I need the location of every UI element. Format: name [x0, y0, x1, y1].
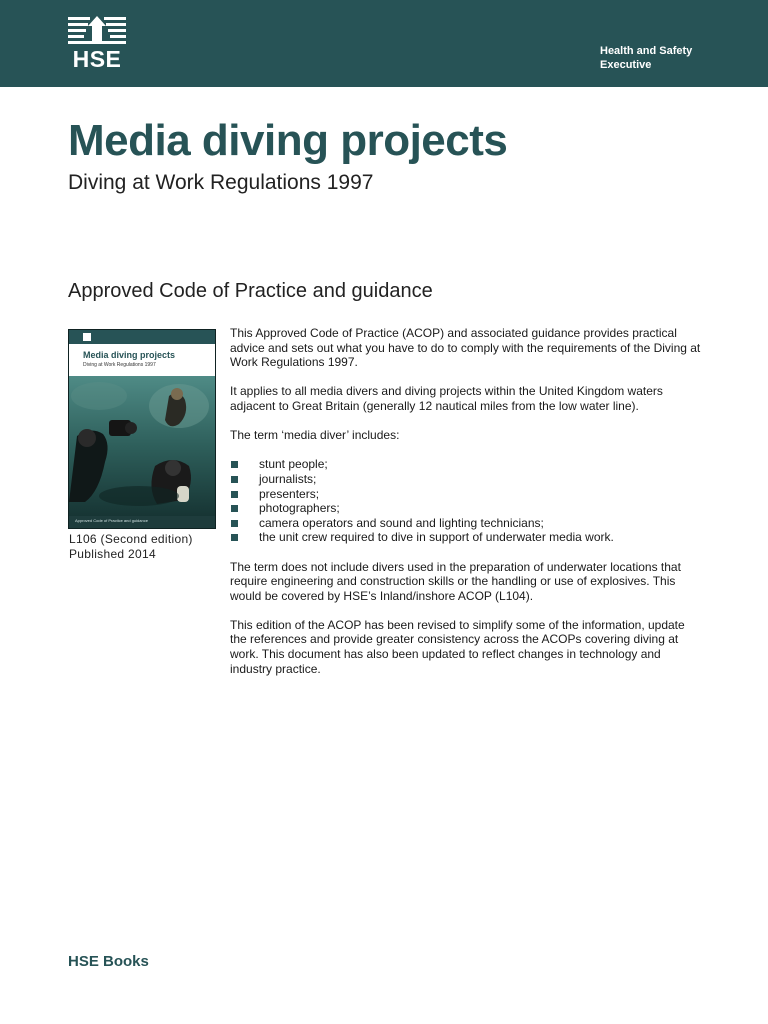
cover-subtitle: Diving at Work Regulations 1997	[83, 362, 156, 368]
list-item	[230, 501, 702, 516]
list-item	[230, 472, 702, 487]
cover-title: Media diving projects	[83, 350, 176, 360]
bullet-square-icon	[231, 505, 238, 512]
bullet-square-icon	[231, 461, 238, 468]
bullet-square-icon	[231, 534, 238, 541]
document-title: Media diving projects	[68, 116, 508, 165]
organisation-name-line1: Health and Safety	[600, 45, 693, 57]
media-diver-list	[230, 457, 702, 545]
header-bar	[0, 0, 768, 87]
list-item-text: photographers;	[259, 501, 340, 516]
section-heading: Approved Code of Practice and guidance	[68, 280, 433, 302]
organisation-name-line2: Executive	[600, 59, 652, 71]
paragraph-exclusion: The term does not include divers used in the preparation of underwater locations that require engineering and construction skills or the handling or use of explosives. This would be covered by HSE’s Inland/inshore ACOP (L104).	[230, 559, 681, 603]
cover-footer-text: Approved Code of Practice and guidance	[75, 518, 148, 523]
hse-logo-text: HSE	[72, 46, 122, 72]
bullet-square-icon	[231, 476, 238, 483]
paragraph-definition: The term ‘media diver’ includes:	[230, 428, 400, 443]
paragraph-revision: This edition of the ACOP has been revised to simplify some of the information, update the references and provide greater consistency across the ACOPs covering diving at work. This document has also been updated to reflect changes in technology and industry practice.	[230, 617, 685, 676]
document-subtitle: Diving at Work Regulations 1997	[68, 171, 374, 194]
list-item-text: stunt people;	[259, 457, 328, 472]
list-item-text: presenters;	[259, 486, 320, 501]
bullet-square-icon	[231, 520, 238, 527]
bullet-square-icon	[231, 491, 238, 498]
cover-thumbnail	[68, 329, 216, 529]
cover-diver-photo	[69, 376, 215, 516]
edition-reference: L106 (Second edition)	[69, 532, 193, 546]
paragraph-scope: It applies to all media divers and diving projects within the United Kingdom waters adjacent to Great Britain (generally 12 nautical miles from the low water line).	[230, 384, 663, 413]
list-item-text: the unit crew required to dive in support of underwater media work.	[259, 530, 614, 545]
paragraph-intro: This Approved Code of Practice (ACOP) and associated guidance provides practical advice and sets out what you have to do to comply with the requirements of the Diving at Work Regulations 1997.	[230, 326, 701, 370]
list-item	[230, 516, 702, 531]
cover-logo-icon	[83, 333, 91, 341]
body-text	[230, 326, 702, 691]
list-item	[230, 457, 702, 472]
list-item-text: camera operators and sound and lighting technicians;	[259, 515, 544, 530]
list-item-text: journalists;	[259, 471, 317, 486]
list-item	[230, 487, 702, 502]
publication-year: Published 2014	[69, 547, 156, 561]
edition-info	[69, 532, 193, 562]
organisation-name	[600, 44, 692, 72]
publisher-name: HSE Books	[68, 953, 149, 970]
list-item	[230, 530, 702, 545]
